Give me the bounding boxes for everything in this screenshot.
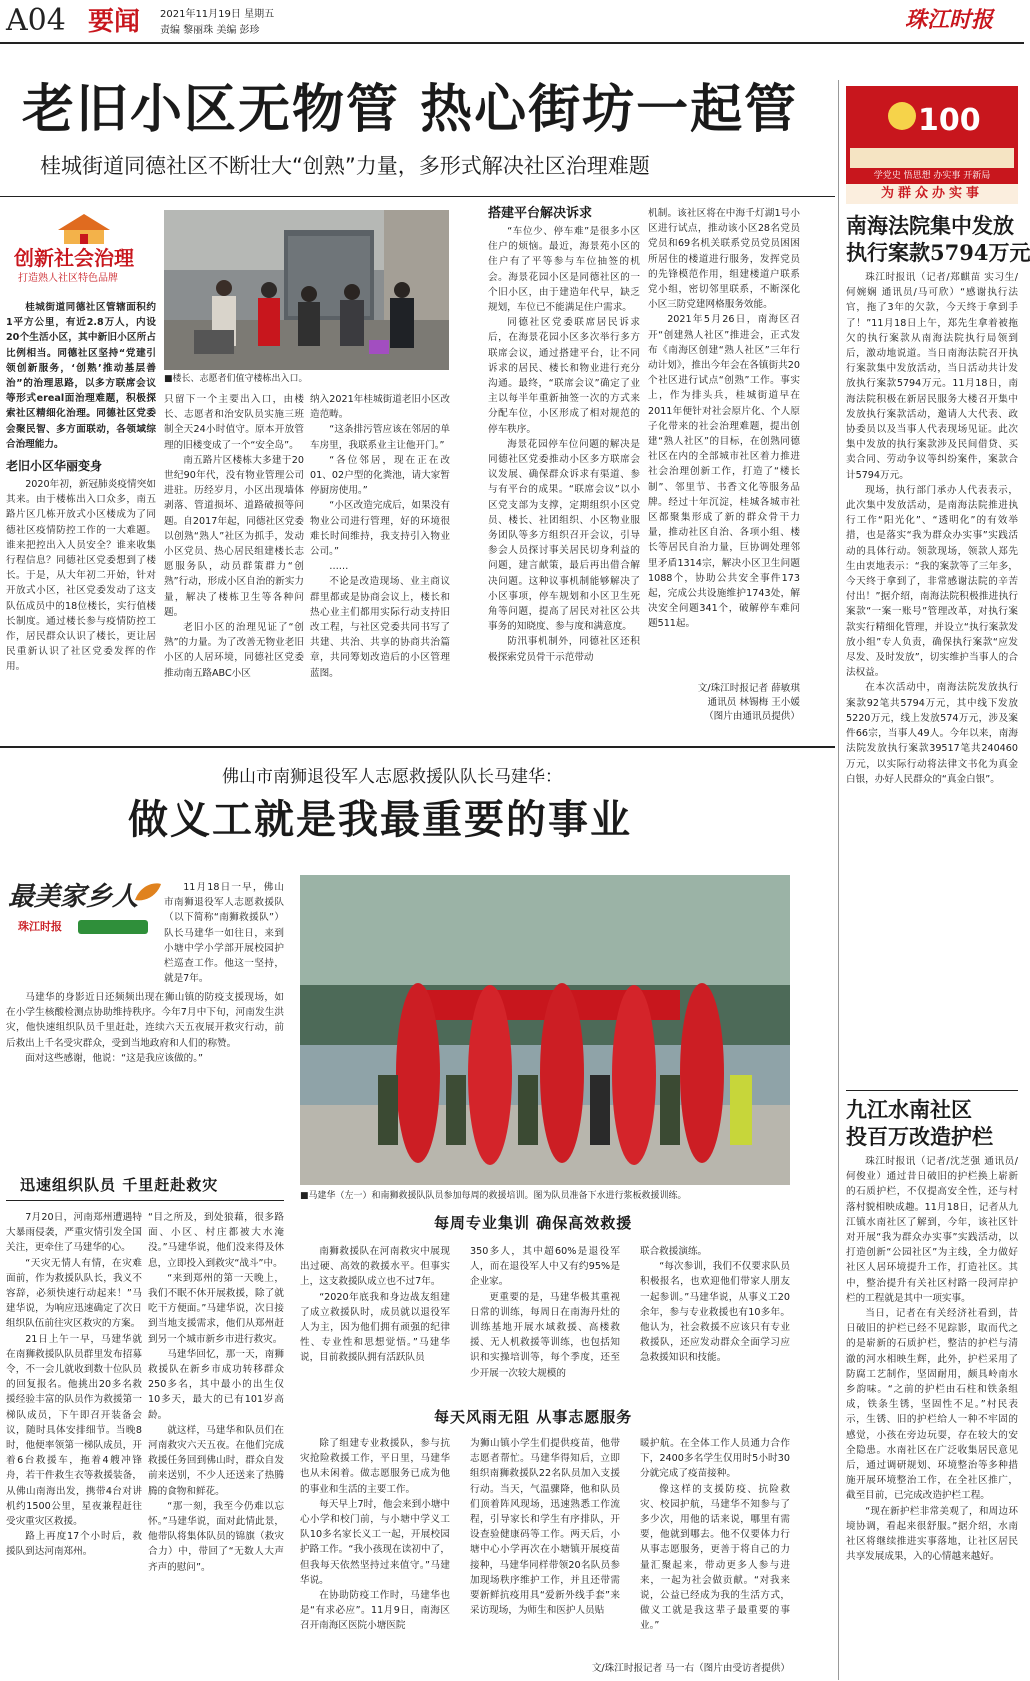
lead-col3-para-f: 不论是改造现场、业主商议群里都或是协商会议上，楼长和热心业主们都用实际行动支持旧改工程，与社区党委共同书写了共建、共治、共享的协商共治篇章，共同筹划改造后的小区管理蓝图。 bbox=[310, 576, 450, 679]
lead-col1-para-a: 桂城街道同德社区管辖面积约1平方公里，有近2.8万人，内设20个生活小区，其中新旧小区所占比例相当。同德社区坚持“党建引领创新服务，‘创熟’推动基层善治”的治理思路，以多方联席会议等形式ereal面治理难题，积极探索社区精细化治理。同德社区党委会聚民智、多方面联动，各领域综合治理能力。 bbox=[6, 302, 156, 450]
feature-sec2-head: 每周专业集训 确保高效救援 bbox=[434, 1214, 633, 1232]
feature-sec1-para-g: 马建华回忆，那一天，南狮救援队在新乡市成功转移群众250多名，其中最小的出生仅10多天，最大的已有101岁高龄。 bbox=[148, 1348, 284, 1421]
feature-sec2-col3 bbox=[640, 1244, 790, 1392]
sidebar-rule bbox=[846, 1090, 1018, 1091]
masthead-logo: 珠江时报 bbox=[905, 7, 994, 33]
lead-byline-3: （图片由通讯员提供） bbox=[704, 711, 800, 722]
feature-sec2-para-e: 联合救援演练。 bbox=[640, 1246, 708, 1257]
lead-rule bbox=[0, 196, 835, 197]
lead-byline bbox=[648, 682, 800, 724]
feature-photo-image bbox=[300, 875, 790, 1185]
feature-sec2-para-a: 南狮救援队在河南救灾中展现出过硬、高效的救援水平。但事实上，这支救援队成立也不过7年。 bbox=[300, 1246, 450, 1288]
lead-col4-para-b: 同德社区党委联席居民诉求后，在海景花园小区多次举行多方联席会议，通过搭建平台，让不同诉求的居民、楼长和物业进行充分沟通。最终，“联席会议”确定了业主以每半年重新抽签一次的方式来分配车位，小区形成了相对规范的停车秩序。 bbox=[488, 317, 640, 435]
lead-col1-text-a bbox=[6, 300, 156, 450]
feature-logo-sub: 珠江时报 bbox=[18, 920, 62, 933]
feature-sec2-para-b: “2020年底我和身边战友组建了成立救援队时，成员就以退役军人为主，因为他们拥有顽强的纪律性、专业性和思想觉悟。”马建华说，目前救援队拥有活跃队员 bbox=[300, 1291, 450, 1364]
lead-byline-1: 文/珠江时报记者 薛敏琪 bbox=[697, 683, 800, 694]
feature-logo-title: 最美家乡人 bbox=[8, 882, 139, 912]
lead-column-logo bbox=[10, 212, 160, 292]
feature-sec1-para-d: 路上再度17个小时后，救援队到达河南郑州。 bbox=[6, 1531, 142, 1558]
feature-sec2-col2 bbox=[470, 1244, 620, 1392]
feature-sec3-col2 bbox=[470, 1436, 620, 1658]
lead-col2-para-b: 南五路片区楼栋大多建于20世纪90年代，没有物业管理公司进驻。历经岁月，小区出现墙体剥落、管道损坏、道路破损等问题。自2017年起，同德社区党委以创熟“熟人”社区为抓手，发动小区党员、热心居民组建楼长志愿服务队，动员群策群力“创熟”行动，形成小区自治的新实力量，解决了楼栋卫生等各种问题。 bbox=[164, 454, 304, 618]
lead-subhead: 桂城街道同德社区不断壮大“创熟”力量，多形式解决社区治理难题 bbox=[40, 154, 650, 178]
feature-intro-para-2: 马建华的身影近日还频频出现在狮山镇的防疫支援现场，如在小学生核酸检测点协助维持秩序。今年7月中下旬，河南发生洪灾，他快速组织队员千里赶赴，连续六天五夜展开救灾行动，前后救出上千名受灾群众，受到当地政府和人们的称赞。 bbox=[6, 992, 284, 1049]
sidebar-banner bbox=[846, 86, 1018, 204]
lead-col2 bbox=[164, 392, 304, 725]
feature-sec2-para-c: 350多人，其中超60%是退役军人，而在退役军人中又有约95%是企业家。 bbox=[470, 1246, 620, 1288]
feature-photo-caption: ■马建华（左一）和南狮救援队队员参加每周的救援培训。图为队员准备下水进行浆板救援训练。 bbox=[300, 1191, 687, 1201]
feature-sec1-col2 bbox=[148, 1210, 284, 1674]
feature-kicker: 佛山市南狮退役军人志愿救援队队长马建华： bbox=[222, 767, 562, 787]
sidebar-story1-para-a: 珠江时报讯（记者/郑麒苗 实习生/何婉娴 通讯员/马可欣）“感谢执行法官，拖了3年的欠款，今天终于拿到手了！”11月18日上午，郑先生拿着被拖欠的执行案款从南海法院执行局领到后，激动地说道。当日南海法院召开执行案款集中发放活动，当日活动共计发放执行案款5794万元。11月18日，南海法院积极在新居民服务大楼召开集中发放执行案款活动，邀请人大代表、政协委员以及当事人代表现场见证。此次集中发放的执行案款涉及民间借贷、买卖合同、劳动争议等纠纷案件，案款合计5794万元。 bbox=[846, 272, 1018, 481]
feature-sec1-para-i: “那一刻，我至今仍难以忘怀。”马建华说，面对此情此景，他带队将集体队员的锦旗（救灾合力）中，带回了“无数人大声齐声的慰问”。 bbox=[148, 1500, 284, 1573]
feature-sec3-para-d: 为狮山镇小学生们提供疫苗，他带志愿者帮忙。马建华得知后，立即组织南狮救援队22名队员加入支援行动。当天，气温骤降，他和队员们顶着阵风现场，迅速熟悉工作流程，引导家长和学生有序排队，开设查验健康码等工作。两天后，小塘中心小学再次在小塘镇开展疫苗接种，马建华同样带领20名队员参加现场秩序维护工作，并且还带需要新鲜抗疫用具“爱新外线手套”来采访现场，为师生和医护人员贴 bbox=[470, 1438, 620, 1617]
lead-col3-para-c: “各位邻居，现在正在改01、02户型的化粪池，请大家暂停厨房使用。” bbox=[310, 454, 450, 497]
lead-photo-caption: ■楼长、志愿者们值守楼栋出入口。 bbox=[164, 374, 308, 384]
sidebar-slogan: 学党史 悟思想 办实事 开新局 bbox=[873, 171, 991, 181]
lead-col1-para-b: 2020年初，新冠肺炎疫情突如其来。由于楼栋出入口众多，南五路片区几栋开放式小区楼成为了同德社区疫情防控工作的一大难题。谁来把控出入人员安全？谁来收集行程信息？同德社区党委想到了楼长。于是，从大年初二开始，针对开放式小区，社区党委发动了这支队伍成员中的18位楼长，实行值楼长制度。通过楼长参与疫情防控工作，居民群众认识了楼长，更让居民重新认识了社区党委发挥的作用。 bbox=[6, 479, 156, 673]
feature-intro-para: 11月18日一早，佛山市南狮退役军人志愿救援队（以下简称“南狮救援队”）队长马建华一如往日，来到小塘中学小学部开展校园护栏巡查工作。他这一坚持，就是7年。 bbox=[164, 882, 284, 985]
lead-col3-para-b: “这条排污管应该在邻居的单车房里，我联系业主让他开门。” bbox=[310, 424, 450, 451]
lead-col4-para-c: 海景花园停车位问题的解决是同德社区党委推动小区多方联席会议发展、确保群众诉求有渠道、参与有平台的成果。“联席会议”以小区党支部为支撑，定期组织小区党员、楼长、社团组织、小区物业服务团队等多方组织召开会议，引导参会人员探讨事关居民切身利益的问题，建言献策，最后再出借合解决问题。这种议事机制能够解决了小区事项，停车规划和小区卫生死角等问题，提高了居民对社区公共事务的知晓度、参与度和满意度。 bbox=[488, 438, 640, 633]
lead-col2-para-c: 老旧小区的治理见证了“创熟”的力量。为了改善无物业老旧小区的人居环境，同德社区党委推动南五路ABC小区 bbox=[164, 622, 304, 679]
feature-column-logo bbox=[8, 880, 168, 960]
svg-text:100: 100 bbox=[918, 103, 981, 138]
sidebar-story2-headline-2: 投百万改造护栏 bbox=[846, 1124, 993, 1149]
lead-col2-para-a: 只留下一个主要出入口，由楼长、志愿者和治安队员实施三班制全天24小时值守。原本开放管理的旧楼变成了一个“安全岛”。 bbox=[164, 394, 304, 451]
lead-photo bbox=[164, 210, 449, 370]
column-divider bbox=[838, 80, 839, 1680]
sidebar-story1-para-c: 在本次活动中，南海法院发放执行案款92笔共5794万元，其中线下发放5220万元，线上发放574万元，涉及案件66宗，当事人49人。今年以来，南海法院发放执行案款39517笔共240460万元，以实际行动将法律文书化为真金白银，办好人民群众的“真金白银”。 bbox=[846, 682, 1018, 785]
feature-photo bbox=[300, 875, 790, 1185]
editors: 责编 黎丽珠 美编 彭珍 bbox=[160, 25, 260, 36]
centenary-emblem-icon bbox=[886, 90, 981, 144]
lead-col4-para-d: 防汛事机制外，同德社区还积极探索党员骨干示范带动 bbox=[488, 636, 640, 663]
feature-intro-wide bbox=[6, 990, 284, 1110]
lead-photo-image bbox=[164, 210, 449, 370]
sidebar-story2-body bbox=[846, 1154, 1018, 1674]
lead-col4-para-a: “车位少、停车难”是很多小区住户的烦恼。最近，海景苑小区的住户有了平等参与车位抽签的机会。海景花园小区是同德社区的一个旧小区，由于建造年代早，缺乏规划，车位已不能满足住户需求。 bbox=[488, 226, 640, 314]
lead-col5-para-b: 2021年5月26日，南海区召开“创建熟人社区”推进会，正式发布《南海区创建“熟人社区”三年行动计划》，推出今年会在各镇街共20个社区进行试点“创熟”工作。事实上，作为排头兵，桂城街道早在2011年便针对社会原片化、个人原子化带来的社会治理难题，提出创建“熟人社区”的目标，在创熟同德社区在内的全部城市社区着力推进社会治理创新工作，打造了“楼长制”、邻里节、书香文化等服务品牌。经过十年沉淀，桂城各城市社区都聚集形成了新的群众骨干力量，推动社区自治、各项小组、楼长等居民自治力量，巨协调处理邻里矛盾1314宗，解决小区卫生问题1088个，协助公共安全事件173起，完成公共设施维护1743处，解决安全问题341个，破解停车难问题511起。 bbox=[648, 314, 800, 630]
feature-sec1-para-c: 21日上午一早，马建华就在南狮救援队队员群里发布招募令，不一会儿就收到数十位队员的回复报名。他挑出20多名救援经验丰富的队员作为救援第一梯队成员，下午即召开装备会议，随时具体安排细节。当晚8时，他便率领第一梯队成员，开着6台救援车，拖着4艘冲锋舟，若干件救生衣等救援装备，从佛山南海出发，携带4台对讲机约1500公里，星夜兼程赶往受灾重灾区救援。 bbox=[6, 1333, 142, 1528]
feature-intro bbox=[164, 880, 284, 985]
issue-date: 2021年11月19日 星期五 bbox=[160, 9, 275, 20]
feature-sec3-head: 每天风雨无阻 从事志愿服务 bbox=[434, 1408, 633, 1426]
feature-sec1-head: 迅速组织队员 千里赶赴救灾 bbox=[20, 1176, 219, 1194]
lead-col1-text-b bbox=[6, 477, 156, 725]
lead-col3-para-a: 纳入2021年桂城街道老旧小区改造范畴。 bbox=[310, 394, 450, 421]
sidebar-story1-headline-2: 执行案款5794万元 bbox=[846, 240, 1030, 265]
lead-col3 bbox=[310, 392, 450, 725]
lead-col3-para-e: …… bbox=[329, 561, 349, 573]
lead-col4 bbox=[488, 224, 640, 726]
lead-byline-2: 通讯员 林锡梅 王小媛 bbox=[707, 697, 800, 708]
lead-col5 bbox=[648, 206, 800, 676]
feature-sec2-col1 bbox=[300, 1244, 450, 1392]
sidebar-banner-text: 为群众办实事 bbox=[880, 186, 983, 201]
feature-sec3-para-e: 暖护航。在全体工作人员通力合作下，2400多名学生仅用时5小时30分就完成了疫苗接种。 bbox=[640, 1438, 790, 1480]
feature-sec1-para-e: “目之所及，到处狼藉，很多路面、小区、村庄都被大水淹没。”马建华说，他们没来得及休息，立即投入到救灾“战斗”中。 bbox=[148, 1212, 284, 1269]
page-number: A04 bbox=[6, 3, 66, 38]
leaf-icon bbox=[133, 880, 163, 904]
feature-sec1-para-f: “来到郑州的第一天晚上，我们不眠不休开展救援，除了就吃干方便面。”马建华说，次日接到当地支援需求，他们从郑州赶到另一个城市新乡市进行救灾。 bbox=[148, 1272, 284, 1345]
sidebar-story1-headline bbox=[846, 212, 1030, 266]
sidebar-slogan-bar bbox=[850, 148, 1014, 168]
feature-photo-caption-text: 马建华（左一）和南狮救援队队员参加每周的救援培训。图为队员准备下水进行浆板救援训练。 bbox=[308, 1191, 687, 1201]
section-name: 要闻 bbox=[88, 7, 141, 37]
sidebar-story1-headline-1: 南海法院集中发放 bbox=[846, 213, 1014, 238]
lead-logo-title: 创新社会治理 bbox=[14, 246, 134, 270]
feature-sec1-rule bbox=[6, 1200, 284, 1201]
feature-sec1-col1 bbox=[6, 1210, 142, 1674]
feature-sec2-para-d: 更重要的是，马建华极其重视日常的训练，每周日在南海丹灶的训练基地开展水域救援、高楼救援、无人机救援等训练，也包括知识和实操培训等，每个季度，还至少开展一次较大规模的 bbox=[470, 1291, 620, 1379]
lead-col4-subhead: 搭建平台解决诉求 bbox=[488, 206, 593, 221]
lead-col1-subhead: 老旧小区华丽变身 bbox=[6, 459, 103, 473]
feature-sec1-para-h: 就这样，马建华和队员们在河南救灾六天五夜。在他们完成救援任务回到佛山时，群众自发前来送别，不少人还送来了热腾腾的食物和鲜花。 bbox=[148, 1424, 284, 1497]
sidebar-story2-headline bbox=[846, 1096, 1018, 1150]
feature-intro-para-3: 面对这些感谢，他说：“这是我应该做的。” bbox=[25, 1052, 204, 1064]
feature-headline: 做义工就是我最重要的事业 bbox=[128, 796, 632, 843]
lead-photo-caption-text: 楼长、志愿者们值守楼栋出入口。 bbox=[172, 374, 308, 384]
feature-byline: 文/珠江时报记者 马一右（图片由受访者提供） bbox=[591, 1663, 790, 1674]
feature-sec3-col1 bbox=[300, 1436, 450, 1658]
page-header bbox=[0, 0, 1024, 42]
feature-logo-tag bbox=[78, 920, 148, 934]
feature-top-rule bbox=[0, 746, 835, 748]
house-icon bbox=[54, 212, 114, 246]
feature-sec3-para-f: 像这样的支援防疫、抗险救灾、校园护航，马建华不知参与了多少次，用他的话来说，哪里有需要，他就到哪去。他不仅要体力行从事志愿服务，更善于将自己的力量汇聚起来，带动更多人参与进来，一起为社会做贡献。“对我来说，公益已经成为我的生活方式，做义工就是我这辈子最重要的事业。” bbox=[640, 1483, 790, 1632]
sidebar-story2-headline-1: 九江水南社区 bbox=[846, 1097, 972, 1122]
feature-sec3-col3 bbox=[640, 1436, 790, 1658]
lead-col3-para-d: “小区改造完成后，如果没有物业公司进行管理，好的环境很难长时间维持，我支持引入物业公司。” bbox=[310, 500, 450, 558]
sidebar-story2-para-c: “现在新护栏非常美观了，和周边环境协调，看起来很舒服。”据介绍，水南社区将继续推进实事落地，让社区居民共享发展成果，入的心情越来越好。 bbox=[846, 1505, 1018, 1563]
sidebar-story1-para-b: 现场，执行部门承办人代表表示，此次集中发放活动，是南海法院推进执行工作“阳光化”、“透明化”的有效举措，也是落实“我为群众办实事”实践活动的具体行动。领款现场，领款人郑先生由衷地表示：“我的案款等了三年多，今天终于拿到了，非常感谢法院的辛苦付出！”据介绍，南海法院积极推进执行案款“一案一账号”管理改革，对执行案款实行精细化管理，并设立“执行案款发放小组”专人负责，确保执行案款“应发尽发、及时发放”，切实维护当事人的合法权益。 bbox=[846, 484, 1018, 679]
lead-logo-sub: 打造熟人社区特色品牌 bbox=[18, 273, 118, 284]
sidebar-story1-body bbox=[846, 270, 1018, 1080]
feature-sec1-para-a: 7月20日，河南郑州遭遇特大暴雨侵袭，严重灾情引发全国关注，更牵住了马建华的心。 bbox=[6, 1212, 142, 1254]
sidebar-story2-para-a: 珠江时报讯（记者/沈芝强 通讯员/何俊业）通过昔日破旧的护栏换上崭新的石质护栏，不仅提高安全性，还与村落村貌相映成趣。11月18日，记者从九江镇水南社区了解到，今年，该社区针对开展“我为群众办实事”实践活动，以打造创新“公园社区”为主线，全力做好社区人居环境提升工作，打造社区。其中，整治提升有关社区村路一段河岸护栏的工程就是其中一项实事。 bbox=[846, 1156, 1018, 1304]
lead-col5-para-a: 机制。该社区将在中海千灯湖1号小区进行试点，推动该小区28名党员党员和69名机关联系党员党员困困所居住的楼道进行服务，发挥党员的先锋模范作用，组建楼道户联系党小组，密切邻里联系，不断深化小区三防党建网格服务效能。 bbox=[648, 208, 800, 311]
header-rule bbox=[0, 42, 1024, 44]
feature-sec3-para-c: 在协助防疫工作时，马建华也是“有求必应”。11月9日，南海区召开南海区医院小塘医院 bbox=[300, 1590, 450, 1632]
feature-sec2-para-f: “每次参训，我们不仅要求队员积极报名，也欢迎他们带家人朋友一起参训。”马建华说，从事义工20余年，参与专业救援也有10多年。他认为，社会救援不应该只有专业救援队，还应发动群众全面学习应急救援知识和技能。 bbox=[640, 1261, 790, 1364]
lead-headline: 老旧小区无物管 热心街坊一起管 bbox=[22, 79, 799, 140]
sidebar-story2-para-b: 当日，记者在有关经济社看到，昔日破旧的护栏已经不见踪影，取而代之的是崭新的石质护栏，整洁的护栏与清澈的河水相映生辉，此外，护栏采用了防腐工艺制作，坚固耐用，颇具岭南水乡韵味。“之前的护栏由石柱和铁条组成，铁条生锈，坚固性不足。”村民表示，生锈、旧的护栏给人一种不牢固的感觉，小孩在旁边玩耍，存在较大的安全隐患。水南社区在广泛收集居民意见后，通过调研规划、环境整治等多种措施开展环境整治工作，在全社区推广，截至目前，已完成改造护栏工程。 bbox=[846, 1308, 1018, 1502]
feature-sec3-para-a: 除了组建专业救援队，参与抗灾抢险救援工作，平日里，马建华也从未闲着。做志愿服务已成为他的事业和生活的主要工作。 bbox=[300, 1438, 450, 1495]
feature-sec3-para-b: 每天早上7时，他会来到小塘中心小学和校门前，与小塘中学义工队10多名家长义工一起，开展校园护路工作。“我小孩现在读初中了，但我每天依然坚持过来值守。”马建华说。 bbox=[300, 1498, 451, 1586]
feature-sec1-para-b: “天灾无情人有情，在灾难面前，作为救援队队长，我义不容辞，必须快速行动起来！”马建华说，为响应迅速确定了次日组织队伍前往灾区救灾的方案。 bbox=[6, 1257, 142, 1330]
